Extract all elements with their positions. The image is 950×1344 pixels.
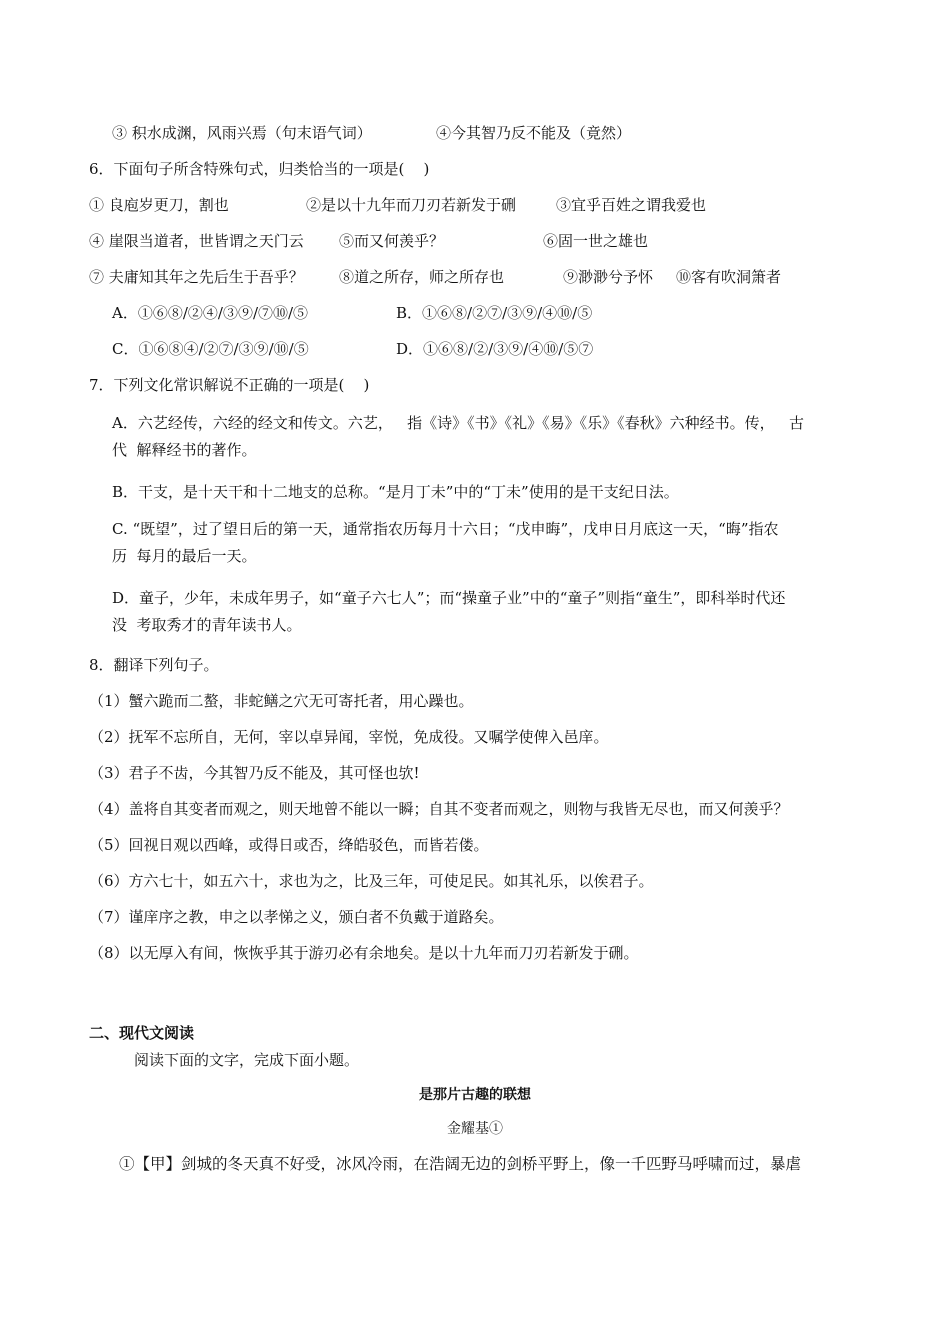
q7-option-c-line1[interactable]: C. “既望”，过了望日后的第一天，通常指农历每月十六日；“戊申晦”，戊申日月底这一天，“晦”指农 xyxy=(112,520,779,538)
q7-option-c-line2[interactable]: 历 每月的最后一天。 xyxy=(112,547,257,565)
q8-stem: 8．翻译下列句子。 xyxy=(89,656,219,674)
q6-item-2: ②是以十九年而刀刃若新发于硎 xyxy=(306,196,517,214)
q8-item-5: （5）回视日观以西峰，或得日或否，绛皓驳色，而皆若偻。 xyxy=(89,836,489,854)
q6-item-10: ⑩客有吹洞箫者 xyxy=(676,268,782,286)
q6-item-8: ⑧道之所存，师之所存也 xyxy=(339,268,505,286)
q6-option-b[interactable]: B．①⑥⑧/②⑦/③⑨/④⑩/⑤ xyxy=(396,304,593,322)
q7-option-a-line1[interactable]: A．六艺经传，六经的经文和传文。六艺， 指《诗》《书》《礼》《易》《乐》《春秋》六种经书。传， 古 xyxy=(112,414,804,432)
q8-item-4: （4）盖将自其变者而观之，则天地曾不能以一瞬；自其不变者而观之，则物与我皆无尽也，而又何羡乎？ xyxy=(89,800,789,818)
q6-item-9: ⑨渺渺兮予怀 xyxy=(563,268,654,286)
q7-option-d-line1[interactable]: D．童子，少年，未成年男子，如“童子六七人”；而“操童子业”中的“童子”则指“童生”，即科举时代还 xyxy=(112,589,786,607)
q7-option-a-line2[interactable]: 代 解释经书的著作。 xyxy=(112,441,257,459)
q6-stem: 6．下面句子所含特殊句式，归类恰当的一项是( ) xyxy=(89,160,430,178)
q8-item-2: （2）抚军不忘所自，无何，宰以卓异闻，宰悦，免成役。又嘱学使俾入邑庠。 xyxy=(89,728,609,746)
q5-item-4: ④今其智乃反不能及（竟然） xyxy=(436,124,632,142)
q7-option-b[interactable]: B．干支，是十天干和十二地支的总称。“是月丁未”中的“丁未”使用的是干支纪日法。 xyxy=(112,483,679,501)
q7-option-d-line2[interactable]: 没 考取秀才的青年读书人。 xyxy=(112,616,302,634)
q6-item-6: ⑥固一世之雄也 xyxy=(543,232,649,250)
section-intro: 阅读下面的文字，完成下面小题。 xyxy=(134,1051,360,1069)
q6-item-3: ③宜乎百姓之谓我爱也 xyxy=(556,196,707,214)
article-author: 金耀基① xyxy=(447,1121,503,1137)
q6-option-c[interactable]: C．①⑥⑧④/②⑦/③⑨/⑩/⑤ xyxy=(112,340,309,358)
q8-item-7: （7）谨庠序之教，申之以孝悌之义，颁白者不负戴于道路矣。 xyxy=(89,908,504,926)
q8-item-8: （8）以无厚入有间，恢恢乎其于游刃必有余地矣。是以十九年而刀刃若新发于硎。 xyxy=(89,944,639,962)
article-paragraph-1: ①【甲】剑城的冬天真不好受，冰风冷雨，在浩阔无边的剑桥平野上，像一千匹野马呼啸而过，暴虐 xyxy=(119,1155,802,1173)
q6-item-4: ④ 崖限当道者，世皆谓之天门云 xyxy=(89,232,304,250)
q8-item-3: （3）君子不齿，今其智乃反不能及，其可怪也欤! xyxy=(89,764,420,782)
article-title: 是那片古趣的联想 xyxy=(419,1087,531,1103)
q6-item-7: ⑦ 夫庸知其年之先后生于吾乎？ xyxy=(89,268,304,286)
q6-option-a[interactable]: A．①⑥⑧/②④/③⑨/⑦⑩/⑤ xyxy=(112,304,309,322)
section-heading: 二、现代文阅读 xyxy=(89,1024,195,1042)
q8-item-6: （6）方六七十，如五六十，求也为之，比及三年，可使足民。如其礼乐，以俟君子。 xyxy=(89,872,654,890)
q7-stem: 7．下列文化常识解说不正确的一项是( ) xyxy=(89,376,370,394)
q6-item-5: ⑤而又何羡乎？ xyxy=(339,232,445,250)
q8-item-1: （1）蟹六跪而二螯，非蛇鳝之穴无可寄托者，用心躁也。 xyxy=(89,692,474,710)
q5-item-3: ③ 积水成渊，风雨兴焉（句末语气词） xyxy=(112,124,372,142)
q6-item-1: ① 良庖岁更刀，割也 xyxy=(89,196,229,214)
q6-option-d[interactable]: D．①⑥⑧/②/③⑨/④⑩/⑤⑦ xyxy=(396,340,594,358)
